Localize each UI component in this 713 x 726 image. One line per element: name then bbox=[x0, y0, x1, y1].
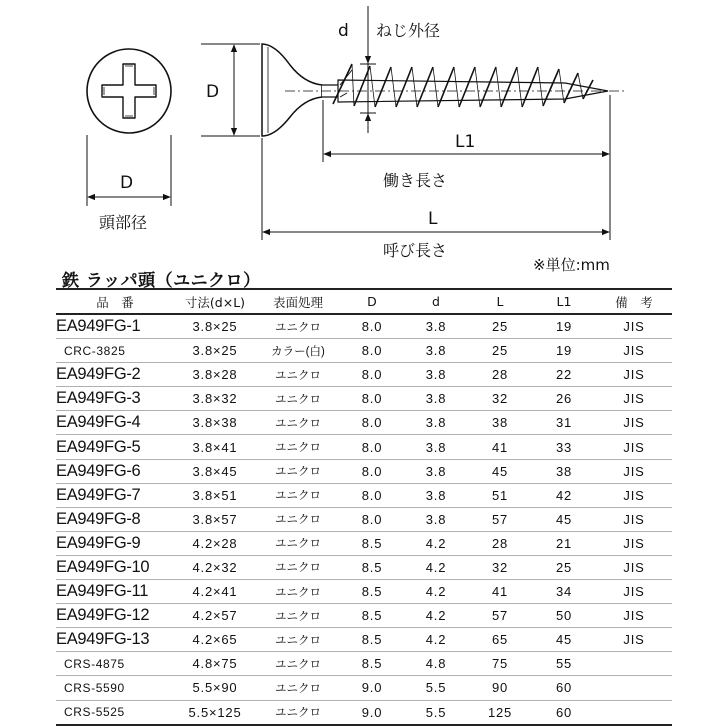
table-row bbox=[56, 700, 672, 725]
screw-dimension-diagram bbox=[0, 0, 713, 262]
cell-note: JIS bbox=[596, 435, 672, 459]
cell-d: 8.5 bbox=[340, 604, 404, 628]
table-row bbox=[56, 459, 672, 483]
cell-l1: 38 bbox=[532, 459, 596, 483]
table-row bbox=[56, 363, 672, 387]
cell-d: 4.2 bbox=[404, 604, 468, 628]
cell-part: EA949FG-10 bbox=[56, 555, 174, 579]
cell-d: 4.8 bbox=[404, 652, 468, 676]
cell-l1: 26 bbox=[532, 387, 596, 411]
cell-d: 4.2 bbox=[404, 531, 468, 555]
unit-note: ※単位:mm bbox=[533, 256, 610, 274]
cell-l: 28 bbox=[468, 531, 532, 555]
cell-part: EA949FG-9 bbox=[56, 531, 174, 555]
cell-d: 5.5 bbox=[404, 700, 468, 725]
cell-d: 8.5 bbox=[340, 555, 404, 579]
cell-size: 3.8×51 bbox=[174, 483, 256, 507]
table-row bbox=[56, 435, 672, 459]
cell-l: 32 bbox=[468, 387, 532, 411]
header-size: 寸法(d×L) bbox=[174, 289, 256, 314]
cell-size: 4.2×65 bbox=[174, 628, 256, 652]
thread-d-label: d bbox=[338, 21, 349, 41]
cell-d: 4.2 bbox=[404, 555, 468, 579]
cell-finish: ユニクロ bbox=[256, 363, 340, 387]
cell-d: 8.0 bbox=[340, 483, 404, 507]
table-row bbox=[56, 676, 672, 700]
cell-note bbox=[596, 652, 672, 676]
cell-l: 25 bbox=[468, 339, 532, 363]
cell-note: JIS bbox=[596, 339, 672, 363]
cell-d: 3.8 bbox=[404, 459, 468, 483]
cell-size: 3.8×38 bbox=[174, 411, 256, 435]
cell-note: JIS bbox=[596, 483, 672, 507]
table-row bbox=[56, 483, 672, 507]
cell-d: 8.0 bbox=[340, 435, 404, 459]
cell-finish: ユニクロ bbox=[256, 483, 340, 507]
cell-d: 8.0 bbox=[340, 314, 404, 339]
cell-size: 3.8×32 bbox=[174, 387, 256, 411]
cell-d: 8.0 bbox=[340, 339, 404, 363]
table-row bbox=[56, 314, 672, 339]
cell-l: 57 bbox=[468, 604, 532, 628]
cell-d: 8.0 bbox=[340, 363, 404, 387]
cell-d: 4.2 bbox=[404, 580, 468, 604]
cell-part: CRC-3825 bbox=[56, 339, 174, 363]
cell-d: 3.8 bbox=[404, 507, 468, 531]
cell-part: EA949FG-13 bbox=[56, 628, 174, 652]
cell-d: 3.8 bbox=[404, 411, 468, 435]
cell-d: 8.5 bbox=[340, 580, 404, 604]
cell-size: 3.8×45 bbox=[174, 459, 256, 483]
spec-table bbox=[56, 288, 672, 726]
cell-l: 57 bbox=[468, 507, 532, 531]
table-row bbox=[56, 580, 672, 604]
cell-part: EA949FG-4 bbox=[56, 411, 174, 435]
cell-finish: ユニクロ bbox=[256, 580, 340, 604]
effective-length-label: 働き長さ bbox=[383, 171, 448, 190]
cell-finish: ユニクロ bbox=[256, 459, 340, 483]
cell-note bbox=[596, 700, 672, 725]
table-title: 鉄 ラッパ頭（ユニクロ） bbox=[62, 271, 261, 291]
cell-l1: 45 bbox=[532, 628, 596, 652]
cell-l1: 34 bbox=[532, 580, 596, 604]
cell-size: 3.8×25 bbox=[174, 339, 256, 363]
cell-size: 3.8×28 bbox=[174, 363, 256, 387]
table-row bbox=[56, 628, 672, 652]
cell-finish: ユニクロ bbox=[256, 411, 340, 435]
table-header-row bbox=[56, 289, 672, 314]
cell-size: 5.5×125 bbox=[174, 700, 256, 725]
cell-finish: ユニクロ bbox=[256, 604, 340, 628]
header-d: d bbox=[404, 289, 468, 314]
cell-l: 65 bbox=[468, 628, 532, 652]
cell-size: 4.2×57 bbox=[174, 604, 256, 628]
table-row bbox=[56, 411, 672, 435]
cell-l1: 50 bbox=[532, 604, 596, 628]
cell-finish: ユニクロ bbox=[256, 387, 340, 411]
cell-finish: ユニクロ bbox=[256, 435, 340, 459]
cell-note: JIS bbox=[596, 507, 672, 531]
cell-note: JIS bbox=[596, 604, 672, 628]
cell-finish: ユニクロ bbox=[256, 555, 340, 579]
table-row bbox=[56, 531, 672, 555]
cell-d: 8.0 bbox=[340, 411, 404, 435]
screw-side-view bbox=[262, 44, 608, 136]
table-row bbox=[56, 652, 672, 676]
cell-note: JIS bbox=[596, 531, 672, 555]
cell-note: JIS bbox=[596, 628, 672, 652]
thread-outer-diameter-label: ねじ外径 bbox=[376, 21, 441, 40]
cell-d: 4.2 bbox=[404, 628, 468, 652]
cell-l: 38 bbox=[468, 411, 532, 435]
cell-l1: 55 bbox=[532, 652, 596, 676]
table-row bbox=[56, 339, 672, 363]
table-row bbox=[56, 507, 672, 531]
header-D: D bbox=[340, 289, 404, 314]
cell-part: EA949FG-12 bbox=[56, 604, 174, 628]
cell-l1: 22 bbox=[532, 363, 596, 387]
cell-d: 8.0 bbox=[340, 387, 404, 411]
table-row bbox=[56, 387, 672, 411]
cell-size: 4.2×28 bbox=[174, 531, 256, 555]
head-diameter-label: 頭部径 bbox=[99, 213, 148, 232]
cell-l: 32 bbox=[468, 555, 532, 579]
cell-note: JIS bbox=[596, 459, 672, 483]
cell-d: 3.8 bbox=[404, 483, 468, 507]
cell-size: 3.8×41 bbox=[174, 435, 256, 459]
cell-l1: 21 bbox=[532, 531, 596, 555]
cell-l: 25 bbox=[468, 314, 532, 339]
phillips-cross-icon bbox=[102, 64, 156, 118]
cell-d: 8.5 bbox=[340, 531, 404, 555]
cell-l1: 19 bbox=[532, 314, 596, 339]
cell-note: JIS bbox=[596, 314, 672, 339]
cell-d: 8.5 bbox=[340, 652, 404, 676]
table-row bbox=[56, 604, 672, 628]
cell-note: JIS bbox=[596, 580, 672, 604]
cell-l: 45 bbox=[468, 459, 532, 483]
cell-d: 8.0 bbox=[340, 459, 404, 483]
cell-size: 4.2×32 bbox=[174, 555, 256, 579]
cell-part: CRS-4875 bbox=[56, 652, 174, 676]
L1-label: L1 bbox=[455, 132, 476, 152]
table-row bbox=[56, 555, 672, 579]
cell-size: 4.8×75 bbox=[174, 652, 256, 676]
cell-l: 41 bbox=[468, 580, 532, 604]
cell-part: EA949FG-7 bbox=[56, 483, 174, 507]
cell-size: 3.8×57 bbox=[174, 507, 256, 531]
cell-l1: 45 bbox=[532, 507, 596, 531]
cell-l1: 60 bbox=[532, 676, 596, 700]
head-dimension-D-label: D bbox=[120, 173, 134, 193]
header-note: 備 考 bbox=[596, 289, 672, 314]
cell-finish: ユニクロ bbox=[256, 531, 340, 555]
side-dimension-D-label: D bbox=[206, 82, 220, 102]
cell-l1: 60 bbox=[532, 700, 596, 725]
cell-l1: 19 bbox=[532, 339, 596, 363]
cell-part: EA949FG-8 bbox=[56, 507, 174, 531]
cell-d: 8.0 bbox=[340, 507, 404, 531]
cell-note: JIS bbox=[596, 387, 672, 411]
cell-part: EA949FG-1 bbox=[56, 314, 174, 339]
cell-l: 28 bbox=[468, 363, 532, 387]
cell-finish: ユニクロ bbox=[256, 628, 340, 652]
cell-part: EA949FG-11 bbox=[56, 580, 174, 604]
header-part: 品 番 bbox=[56, 289, 174, 314]
cell-note: JIS bbox=[596, 363, 672, 387]
cell-d: 3.8 bbox=[404, 387, 468, 411]
cell-note: JIS bbox=[596, 555, 672, 579]
cell-part: EA949FG-3 bbox=[56, 387, 174, 411]
cell-finish: ユニクロ bbox=[256, 314, 340, 339]
cell-size: 3.8×25 bbox=[174, 314, 256, 339]
cell-l1: 31 bbox=[532, 411, 596, 435]
L-label: L bbox=[428, 209, 438, 229]
header-L1: L1 bbox=[532, 289, 596, 314]
cell-finish: カラー(白) bbox=[256, 339, 340, 363]
cell-l: 51 bbox=[468, 483, 532, 507]
screw-head-top-view bbox=[87, 49, 171, 133]
cell-finish: ユニクロ bbox=[256, 676, 340, 700]
cell-d: 3.8 bbox=[404, 339, 468, 363]
cell-d: 5.5 bbox=[404, 676, 468, 700]
cell-l1: 33 bbox=[532, 435, 596, 459]
cell-note: JIS bbox=[596, 411, 672, 435]
cell-d: 9.0 bbox=[340, 700, 404, 725]
cell-part: EA949FG-2 bbox=[56, 363, 174, 387]
cell-size: 4.2×41 bbox=[174, 580, 256, 604]
cell-size: 5.5×90 bbox=[174, 676, 256, 700]
cell-finish: ユニクロ bbox=[256, 700, 340, 725]
cell-d: 3.8 bbox=[404, 435, 468, 459]
cell-part: EA949FG-6 bbox=[56, 459, 174, 483]
cell-l: 41 bbox=[468, 435, 532, 459]
cell-l1: 42 bbox=[532, 483, 596, 507]
nominal-length-label: 呼び長さ bbox=[383, 241, 448, 260]
cell-l: 125 bbox=[468, 700, 532, 725]
cell-finish: ユニクロ bbox=[256, 652, 340, 676]
cell-d: 3.8 bbox=[404, 314, 468, 339]
cell-d: 8.5 bbox=[340, 628, 404, 652]
cell-l: 90 bbox=[468, 676, 532, 700]
cell-part: CRS-5525 bbox=[56, 700, 174, 725]
cell-l: 75 bbox=[468, 652, 532, 676]
cell-note bbox=[596, 676, 672, 700]
cell-part: EA949FG-5 bbox=[56, 435, 174, 459]
cell-d: 3.8 bbox=[404, 363, 468, 387]
cell-l1: 25 bbox=[532, 555, 596, 579]
cell-part: CRS-5590 bbox=[56, 676, 174, 700]
cell-d: 9.0 bbox=[340, 676, 404, 700]
cell-finish: ユニクロ bbox=[256, 507, 340, 531]
header-L: L bbox=[468, 289, 532, 314]
header-finish: 表面処理 bbox=[256, 289, 340, 314]
